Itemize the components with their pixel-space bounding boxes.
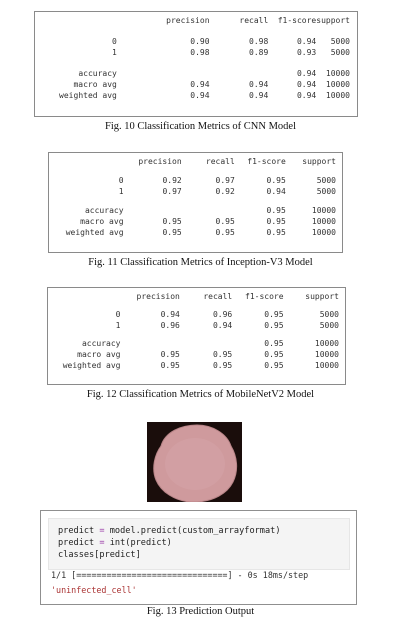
code-input — [48, 518, 350, 570]
cell-precision: 0.98 — [190, 48, 210, 57]
row-label: 1 — [118, 187, 124, 196]
table-row — [35, 90, 357, 101]
cell-recall: 0.95 — [212, 350, 233, 359]
cell-precision — [117, 68, 210, 79]
cell-f1: 0.94 — [296, 69, 317, 78]
header-precision: precision — [166, 16, 210, 25]
table-row — [49, 227, 342, 238]
cell-recall — [180, 338, 232, 349]
cell-f1: 0.95 — [266, 228, 286, 237]
cell-recall: 0.92 — [215, 187, 235, 196]
cell-f1: 0.95 — [266, 217, 286, 226]
code-line: predict = model.predict(custom_arrayformat) — [58, 526, 281, 536]
cell-f1: 0.94 — [296, 37, 317, 46]
row-label: 0 — [115, 310, 121, 319]
table-header-row — [49, 156, 342, 167]
table-row — [35, 68, 357, 79]
table-row — [48, 309, 345, 320]
cell-f1: 0.94 — [266, 187, 286, 196]
report-inception-v3 — [48, 152, 343, 253]
cell-support: 5000 — [330, 48, 350, 57]
report-mobilenetv2 — [47, 287, 346, 385]
metrics-table — [49, 156, 342, 238]
header-recall: recall — [205, 157, 235, 166]
row-label: weighted avg — [65, 228, 124, 237]
cell-f1: 0.95 — [264, 310, 284, 319]
cell-support: 10000 — [314, 350, 339, 359]
header-precision: precision — [136, 292, 180, 301]
code-line: predict = int(predict) — [58, 538, 172, 548]
figure-caption: Fig. 12 Classification Metrics of MobileNetV2 Model — [86, 389, 315, 400]
cell-precision: 0.95 — [160, 350, 180, 359]
table-row — [48, 338, 345, 349]
header-recall: recall — [239, 16, 269, 25]
row-label: accuracy — [78, 69, 117, 78]
notebook-cell — [40, 510, 357, 605]
figure-caption: Fig. 13 Prediction Output — [146, 606, 255, 617]
cell-precision — [120, 338, 179, 349]
cell-f1: 0.95 — [264, 350, 284, 359]
report-cnn — [34, 11, 358, 117]
row-label: macro avg — [80, 217, 124, 226]
cell-recall: 0.94 — [212, 321, 233, 330]
header-precision: precision — [138, 157, 182, 166]
table-row — [35, 79, 357, 90]
table-row — [48, 349, 345, 360]
table-row — [49, 216, 342, 227]
cell-f1: 0.95 — [264, 321, 284, 330]
cell-f1: 0.95 — [266, 176, 286, 185]
cell-f1: 0.95 — [266, 206, 286, 215]
header-support: support — [305, 292, 339, 301]
cell-recall: 0.94 — [249, 80, 269, 89]
cell-precision — [124, 205, 182, 216]
table-row — [49, 205, 342, 216]
cell-precision: 0.92 — [162, 176, 182, 185]
cell-support: 10000 — [311, 206, 336, 215]
cell-precision: 0.95 — [162, 228, 182, 237]
table-row — [35, 47, 357, 58]
metrics-table — [35, 15, 357, 101]
row-label: 1 — [115, 321, 121, 330]
result-output: 'uninfected_cell' — [51, 585, 137, 595]
figure-caption: Fig. 11 Classification Metrics of Inception-V3 Model — [88, 257, 313, 268]
header-f1: f1-score — [247, 157, 286, 166]
header-f1: f1-score — [277, 16, 317, 25]
row-label: macro avg — [77, 350, 121, 359]
cell-recall: 0.98 — [249, 37, 269, 46]
cell-recall: 0.95 — [215, 217, 235, 226]
header-support: support — [316, 16, 350, 25]
progress-output: 1/1 [==============================] - 0s 18ms/step — [51, 570, 309, 580]
cell-f1: 0.95 — [264, 339, 284, 348]
cell-support: 10000 — [311, 228, 336, 237]
cell-recall: 0.89 — [249, 48, 269, 57]
cell-support: 10000 — [311, 217, 336, 226]
cell-precision: 0.94 — [160, 310, 180, 319]
metrics-table — [48, 291, 345, 371]
cell-recall: 0.95 — [212, 361, 233, 370]
cell-image — [147, 422, 242, 502]
cell-recall: 0.97 — [215, 176, 235, 185]
cell-f1: 0.94 — [296, 91, 317, 100]
cell-precision: 0.94 — [190, 91, 210, 100]
cell-support: 5000 — [319, 321, 339, 330]
row-label: accuracy — [84, 206, 124, 215]
figure-caption: Fig. 10 Classification Metrics of CNN Model — [104, 121, 297, 132]
table-row — [48, 320, 345, 331]
row-label: weighted avg — [59, 91, 117, 100]
cell-recall — [182, 205, 235, 216]
header-recall: recall — [203, 292, 233, 301]
row-label: 0 — [112, 37, 117, 46]
cell-precision: 0.96 — [160, 321, 180, 330]
cell-support: 10000 — [314, 339, 339, 348]
table-header-row — [35, 15, 357, 26]
cell-precision: 0.97 — [162, 187, 182, 196]
cell-recall — [210, 68, 269, 79]
row-label: 1 — [112, 48, 117, 57]
code-line: classes[predict] — [58, 550, 141, 560]
cell-precision: 0.90 — [190, 37, 210, 46]
cell-f1: 0.93 — [296, 48, 317, 57]
cell-support: 10000 — [325, 69, 350, 78]
row-label: accuracy — [81, 339, 121, 348]
cell-support: 10000 — [325, 91, 350, 100]
cell-precision: 0.95 — [160, 361, 180, 370]
row-label: macro avg — [73, 80, 117, 89]
table-row — [35, 36, 357, 47]
cell-support: 10000 — [314, 361, 339, 370]
table-row — [49, 175, 342, 186]
row-label: 0 — [118, 176, 124, 185]
cell-support: 5000 — [316, 187, 336, 196]
row-label: weighted avg — [62, 361, 121, 370]
table-header-row — [48, 291, 345, 302]
cell-support: 10000 — [325, 80, 350, 89]
blood-cell-figure — [147, 422, 242, 502]
cell-recall: 0.95 — [215, 228, 235, 237]
cell-f1: 0.94 — [296, 80, 317, 89]
table-row — [48, 360, 345, 371]
cell-f1: 0.95 — [264, 361, 284, 370]
header-support: support — [302, 157, 336, 166]
cell-recall: 0.94 — [249, 91, 269, 100]
cell-precision: 0.94 — [190, 80, 210, 89]
header-f1: f1-score — [245, 292, 284, 301]
cell-support: 5000 — [316, 176, 336, 185]
cell-support: 5000 — [319, 310, 339, 319]
cell-support: 5000 — [330, 37, 350, 46]
cell-recall: 0.96 — [212, 310, 233, 319]
cell-precision: 0.95 — [162, 217, 182, 226]
table-row — [49, 186, 342, 197]
